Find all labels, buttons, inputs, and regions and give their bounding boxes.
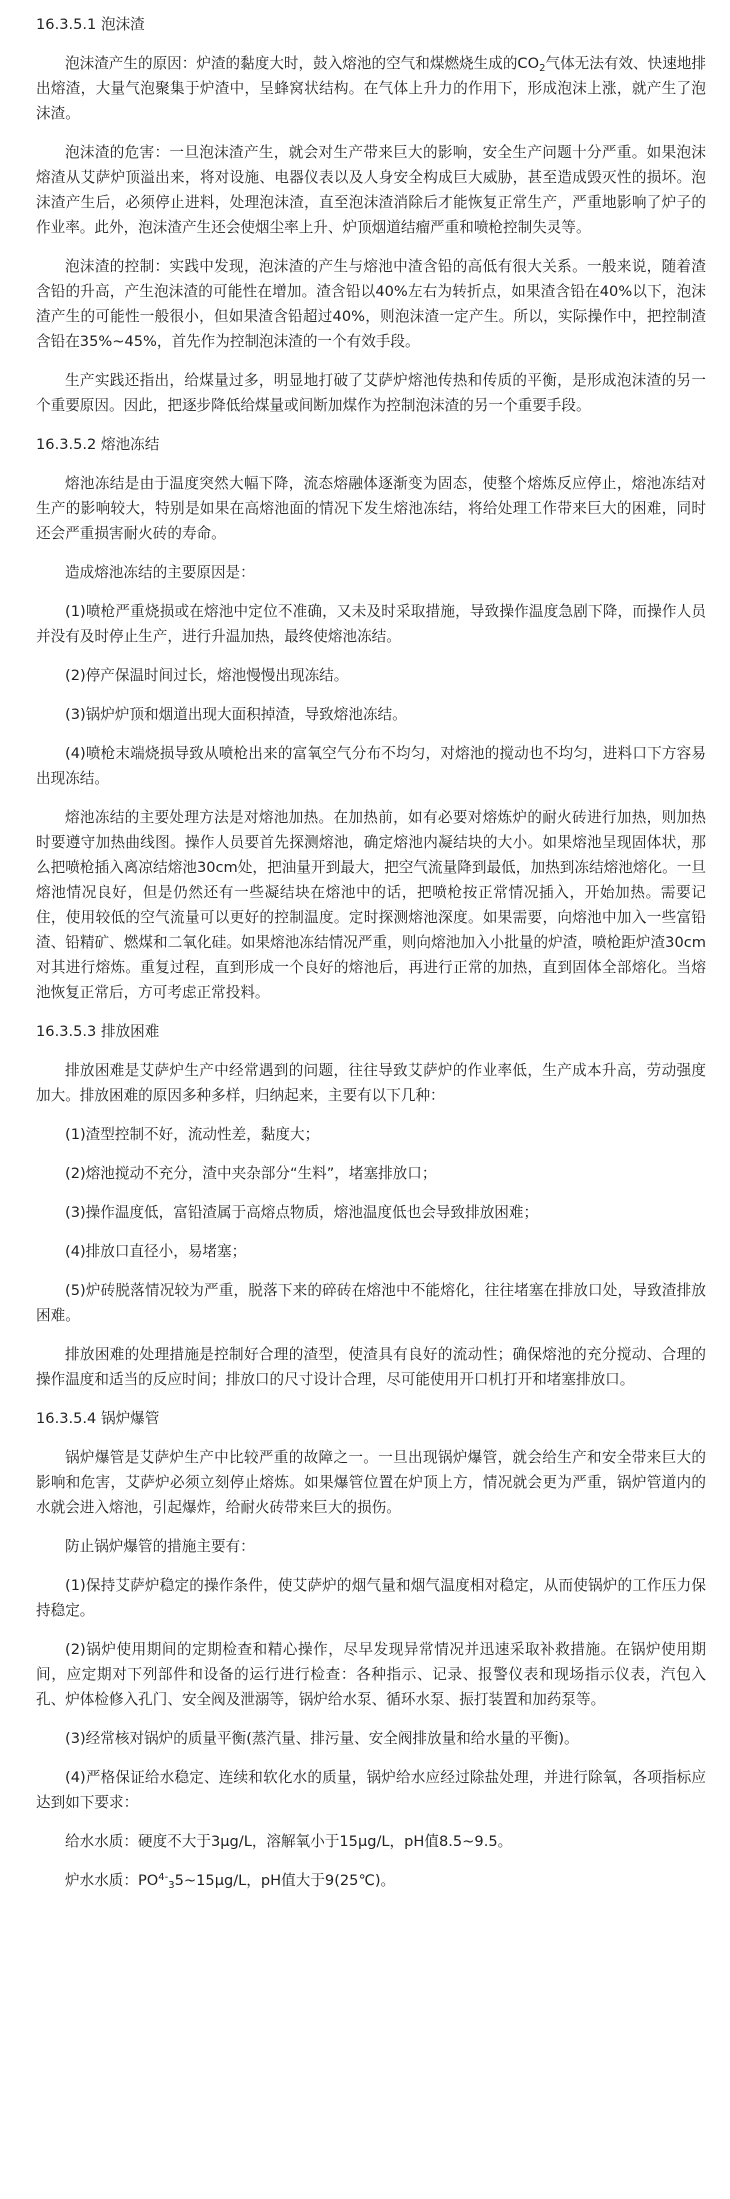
section-title-foam-slag: 16.3.5.1 泡沫渣 — [36, 16, 145, 33]
list-item-tapping-cause: (1)渣型控制不好，流动性差，黏度大； — [65, 1126, 320, 1143]
paragraph-bath-freeze-causes-lead: 造成熔池冻结的主要原因是： — [65, 564, 255, 581]
list-item-freeze-cause: (4)喷枪末端烧损导致从喷枪出来的富氧空气分布不均匀，对熔池的搅动也不均匀，进料口下方容易出现冻结。 — [36, 745, 706, 787]
list-item-tapping-cause: (3)操作温度低，富铅渣属于高熔点物质，熔池温度低也会导致排放困难； — [65, 1204, 539, 1221]
section-title-boiler-tube-burst: 16.3.5.4 锅炉爆管 — [36, 1410, 160, 1427]
list-item-boiler-measure: (4)严格保证给水稳定、连续和软化水的质量，锅炉给水应经过除盐处理，并进行除氧，各项指标应达到如下要求： — [36, 1769, 706, 1811]
phosphate-superscript: 4- — [158, 1872, 169, 1883]
paragraph-boiler-intro: 锅炉爆管是艾萨炉生产中比较严重的故障之一。一旦出现锅炉爆管，就会给生产和安全带来巨大的影响和危害，艾萨炉必须立刻停止熔炼。如果爆管位置在炉顶上方，情况就会更为严重，锅炉管道内的水就会进入熔池，引起爆炸，给耐火砖带来巨大的损伤。 — [36, 1449, 706, 1516]
paragraph-foam-slag-harm: 泡沫渣的危害：一旦泡沫渣产生，就会对生产带来巨大的影响，安全生产问题十分严重。如果泡沫熔渣从艾萨炉顶溢出来，将对设施、电器仪表以及人身安全构成巨大威胁，甚至造成毁灭性的损坏。泡沫渣产生后，必须停止进料，处理泡沫渣，直至泡沫渣消除后才能恢复正常生产，严重地影响了炉子的作业率。此外，泡沫渣产生还会使烟尘率上升、炉顶烟道结瘤严重和喷枪控制失灵等。 — [36, 144, 706, 236]
section-title-bath-freeze: 16.3.5.2 熔池冻结 — [36, 436, 160, 453]
paragraph-text: 5~15μg/L，pH值大于9(25℃)。 — [174, 1872, 396, 1889]
paragraph-bath-freeze-treatment: 熔池冻结的主要处理方法是对熔池加热。在加热前，如有必要对熔炼炉的耐火砖进行加热，则加热时要遵守加热曲线图。操作人员要首先探测熔池，确定熔池内凝结块的大小。如果熔池呈现固体状，那么把喷枪插入离凉结熔池30cm处，把油量开到最大，把空气流量降到最低，加热到冻结熔池熔化。一旦熔池情况良好，但是仍然还有一些凝结块在熔池中的话，把喷枪按正常情况插入，开始加热。需要记住，使用较低的空气流量可以更好的控制温度。定时探测熔池深度。如果需要，向熔池中加入一些富铅渣、铅精矿、燃煤和二氧化硅。如果熔池冻结情况严重，则向熔池加入小批量的炉渣，喷枪距炉渣30cm对其进行熔炼。重复过程，直到形成一个良好的熔池后，再进行正常的加热，直到固体全部熔化。当熔池恢复正常后，方可考虑正常投料。 — [36, 809, 706, 1001]
paragraph-foam-slag-cause — [36, 51, 706, 126]
list-item-tapping-cause: (4)排放口直径小，易堵塞； — [65, 1243, 247, 1260]
list-item-tapping-cause: (2)熔池搅动不充分，渣中夹杂部分“生料”，堵塞排放口； — [65, 1165, 437, 1182]
list-item-freeze-cause: (3)锅炉炉顶和烟道出现大面积掉渣，导致熔池冻结。 — [65, 706, 407, 723]
paragraph-tapping-measures: 排放困难的处理措施是控制好合理的渣型，使渣具有良好的流动性；确保熔池的充分搅动、合理的操作温度和适当的反应时间；排放口的尺寸设计合理，尽可能使用开口机打开和堵塞排放口。 — [36, 1346, 706, 1388]
paragraph-text: 泡沫渣产生的原因：炉渣的黏度大时，鼓入熔池的空气和煤燃烧生成的CO — [65, 55, 540, 72]
paragraph-text: 炉水水质：PO — [65, 1872, 159, 1889]
list-item-boiler-measure: (2)锅炉使用期间的定期检查和精心操作，尽早发现异常情况并迅速采取补救措施。在锅炉使用期间，应定期对下列部件和设备的运行进行检查：各种指示、记录、报警仪表和现场指示仪表，汽包入孔、炉体检修入孔门、安全阀及泄溺等，锅炉给水泵、循环水泵、振打装置和加药泵等。 — [36, 1641, 706, 1708]
list-item-boiler-measure: (1)保持艾萨炉稳定的操作条件，使艾萨炉的烟气量和烟气温度相对稳定，从而使锅炉的工作压力保持稳定。 — [36, 1577, 706, 1619]
paragraph-foam-slag-coal: 生产实践还指出，给煤量过多，明显地打破了艾萨炉熔池传热和传质的平衡，是形成泡沫渣的另一个重要原因。因此，把逐步降低给煤量或间断加煤作为控制泡沫渣的另一个重要手段。 — [36, 372, 706, 414]
co2-subscript: 2 — [539, 63, 546, 74]
paragraph-text: 气体无法有效、快速地排出熔渣，大量气泡聚集于炉渣中，呈蜂窝状结构。在气体上升力的作用下，形成泡沫上涨，就产生了泡沫渣。 — [36, 55, 707, 122]
phosphate-subscript: 3 — [168, 1880, 175, 1891]
paragraph-bath-freeze-intro: 熔池冻结是由于温度突然大幅下降，流态熔融体逐渐变为固态，使整个熔炼反应停止，熔池冻结对生产的影响较大，特别是如果在高熔池面的情况下发生熔池冻结，将给处理工作带来巨大的困难，同时还会严重损害耐火砖的寿命。 — [36, 475, 706, 542]
list-item-boiler-measure: (3)经常核对锅炉的质量平衡(蒸汽量、排污量、安全阀排放量和给水量的平衡)。 — [65, 1730, 579, 1747]
list-item-freeze-cause: (2)停产保温时间过长，熔池慢慢出现冻结。 — [65, 667, 349, 684]
paragraph-boiler-water-quality — [36, 1868, 706, 1893]
list-item-tapping-cause: (5)炉砖脱落情况较为严重，脱落下来的碎砖在熔池中不能熔化，往往堵塞在排放口处，导致渣排放困难。 — [36, 1282, 706, 1324]
paragraph-tapping-intro: 排放困难是艾萨炉生产中经常遇到的问题，往往导致艾萨炉的作业率低，生产成本升高，劳动强度加大。排放困难的原因多种多样，归纳起来，主要有以下几种： — [36, 1062, 706, 1104]
paragraph-feed-water-quality: 给水水质：硬度不大于3μg/L，溶解氧小于15μg/L，pH值8.5~9.5。 — [65, 1833, 513, 1850]
list-item-freeze-cause: (1)喷枪严重烧损或在熔池中定位不准确，又未及时采取措施，导致操作温度急剧下降，而操作人员并没有及时停止生产，进行升温加热，最终使熔池冻结。 — [36, 603, 706, 645]
paragraph-boiler-measures-lead: 防止锅炉爆管的措施主要有： — [65, 1538, 255, 1555]
paragraph-foam-slag-control: 泡沫渣的控制：实践中发现，泡沫渣的产生与熔池中渣含铅的高低有很大关系。一般来说，随着渣含铅的升高，产生泡沫渣的可能性在增加。渣含铅以40%左右为转折点，如果渣含铅在40%以下，泡沫渣产生的可能性一般很小，但如果渣含铅超过40%，则泡沫渣一定产生。所以，实际操作中，把控制渣含铅在35%~45%，首先作为控制泡沫渣的一个有效手段。 — [36, 258, 706, 350]
section-title-tapping-difficulty: 16.3.5.3 排放困难 — [36, 1023, 160, 1040]
